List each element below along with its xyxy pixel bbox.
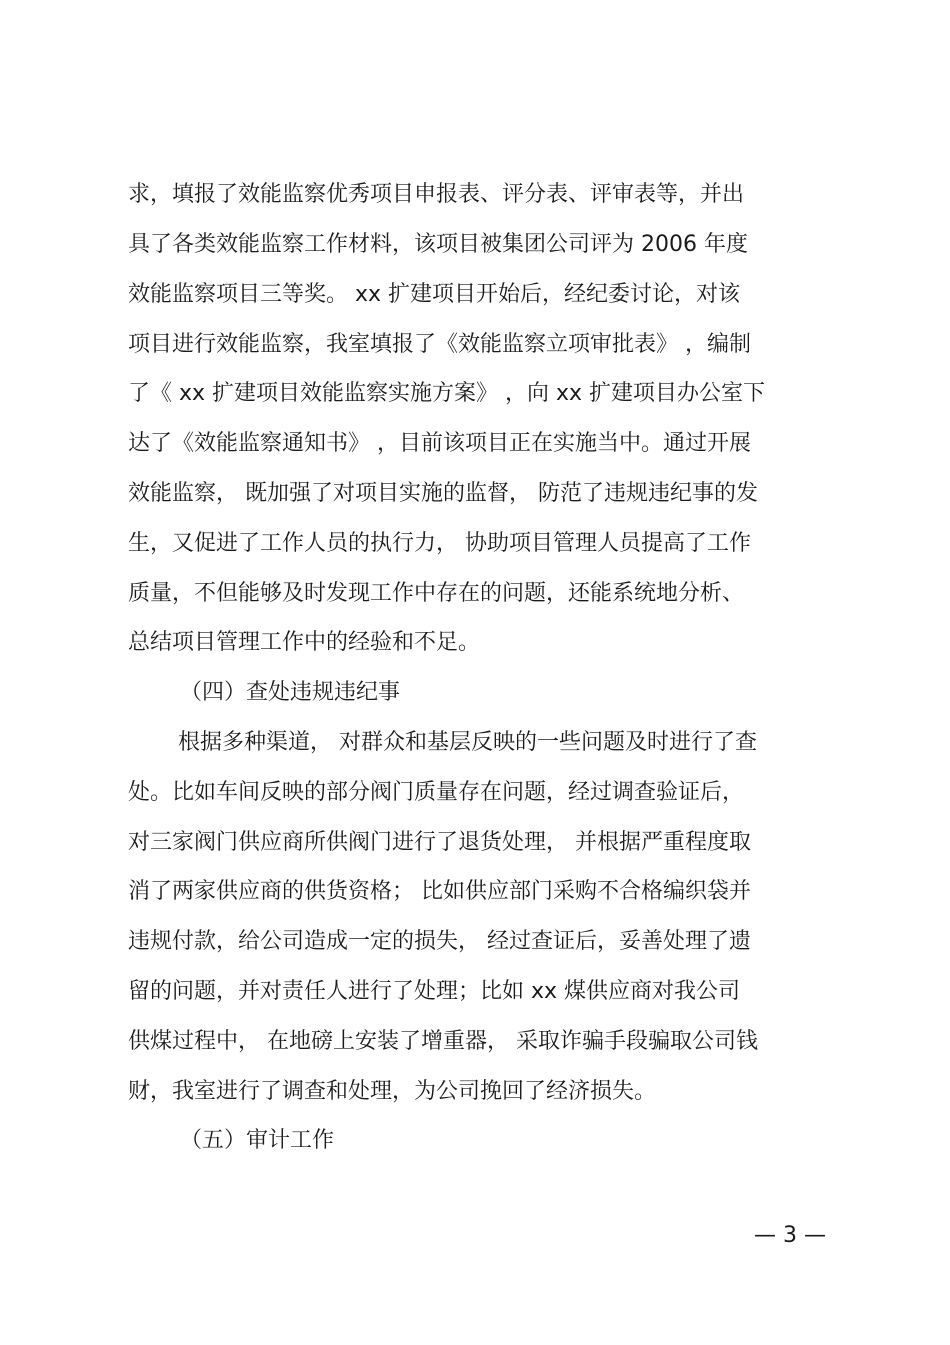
text-line: 处。比如车间反映的部分阀门质量存在问题，经过调查验证后， [128,780,745,805]
text-line: 效能监察， 既加强了对项目实施的监督， 防范了违规违纪事的发 [128,481,758,506]
text-line: 留的问题，并对责任人进行了处理；比如 xx 煤供应商对我公司 [128,979,741,1004]
text-line: 财，我室进行了调查和处理，为公司挽回了经济损失。 [128,1079,657,1104]
text-line: 总结项目管理工作中的经验和不足。 [128,630,481,655]
text-line: 违规付款，给公司造成一定的损失， 经过查证后，妥善处理了遗 [128,929,751,954]
text-line: 项目进行效能监察，我室填报了《效能监察立项审批表》 ，编制 [128,332,751,357]
text-line: 对三家阀门供应商所供阀门进行了退货处理， 并根据严重程度取 [128,830,751,855]
page-number: — 3 — [754,1223,826,1248]
text-line: 达了《效能监察通知书》 ，目前该项目正在实施当中。通过开展 [128,431,751,456]
text-line: 具了各类效能监察工作材料，该项目被集团公司评为 2006 年度 [128,232,748,257]
text-line: 质量，不但能够及时发现工作中存在的问题，还能系统地分析、 [128,581,745,606]
text-line: 供煤过程中， 在地磅上安装了增重器， 采取诈骗手段骗取公司钱 [128,1029,758,1054]
text-line: 消了两家供应商的供货资格； 比如供应部门采购不合格编织袋并 [128,879,751,904]
section-heading: （五）审计工作 [180,1128,335,1153]
text-line: 了《 xx 扩建项目效能监察实施方案》 ，向 xx 扩建项目办公室下 [128,381,766,406]
text-line: 根据多种渠道， 对群众和基层反映的一些问题及时进行了查 [178,730,757,755]
text-line: 效能监察项目三等奖。 xx 扩建项目开始后，经纪委讨论，对该 [128,282,741,307]
text-line: 生，又促进了工作人员的执行力， 协助项目管理人员提高了工作 [128,531,751,556]
section-heading: （四）查处违规违纪事 [180,680,401,705]
text-line: 求，填报了效能监察优秀项目申报表、评分表、评审表等，并出 [128,182,745,207]
